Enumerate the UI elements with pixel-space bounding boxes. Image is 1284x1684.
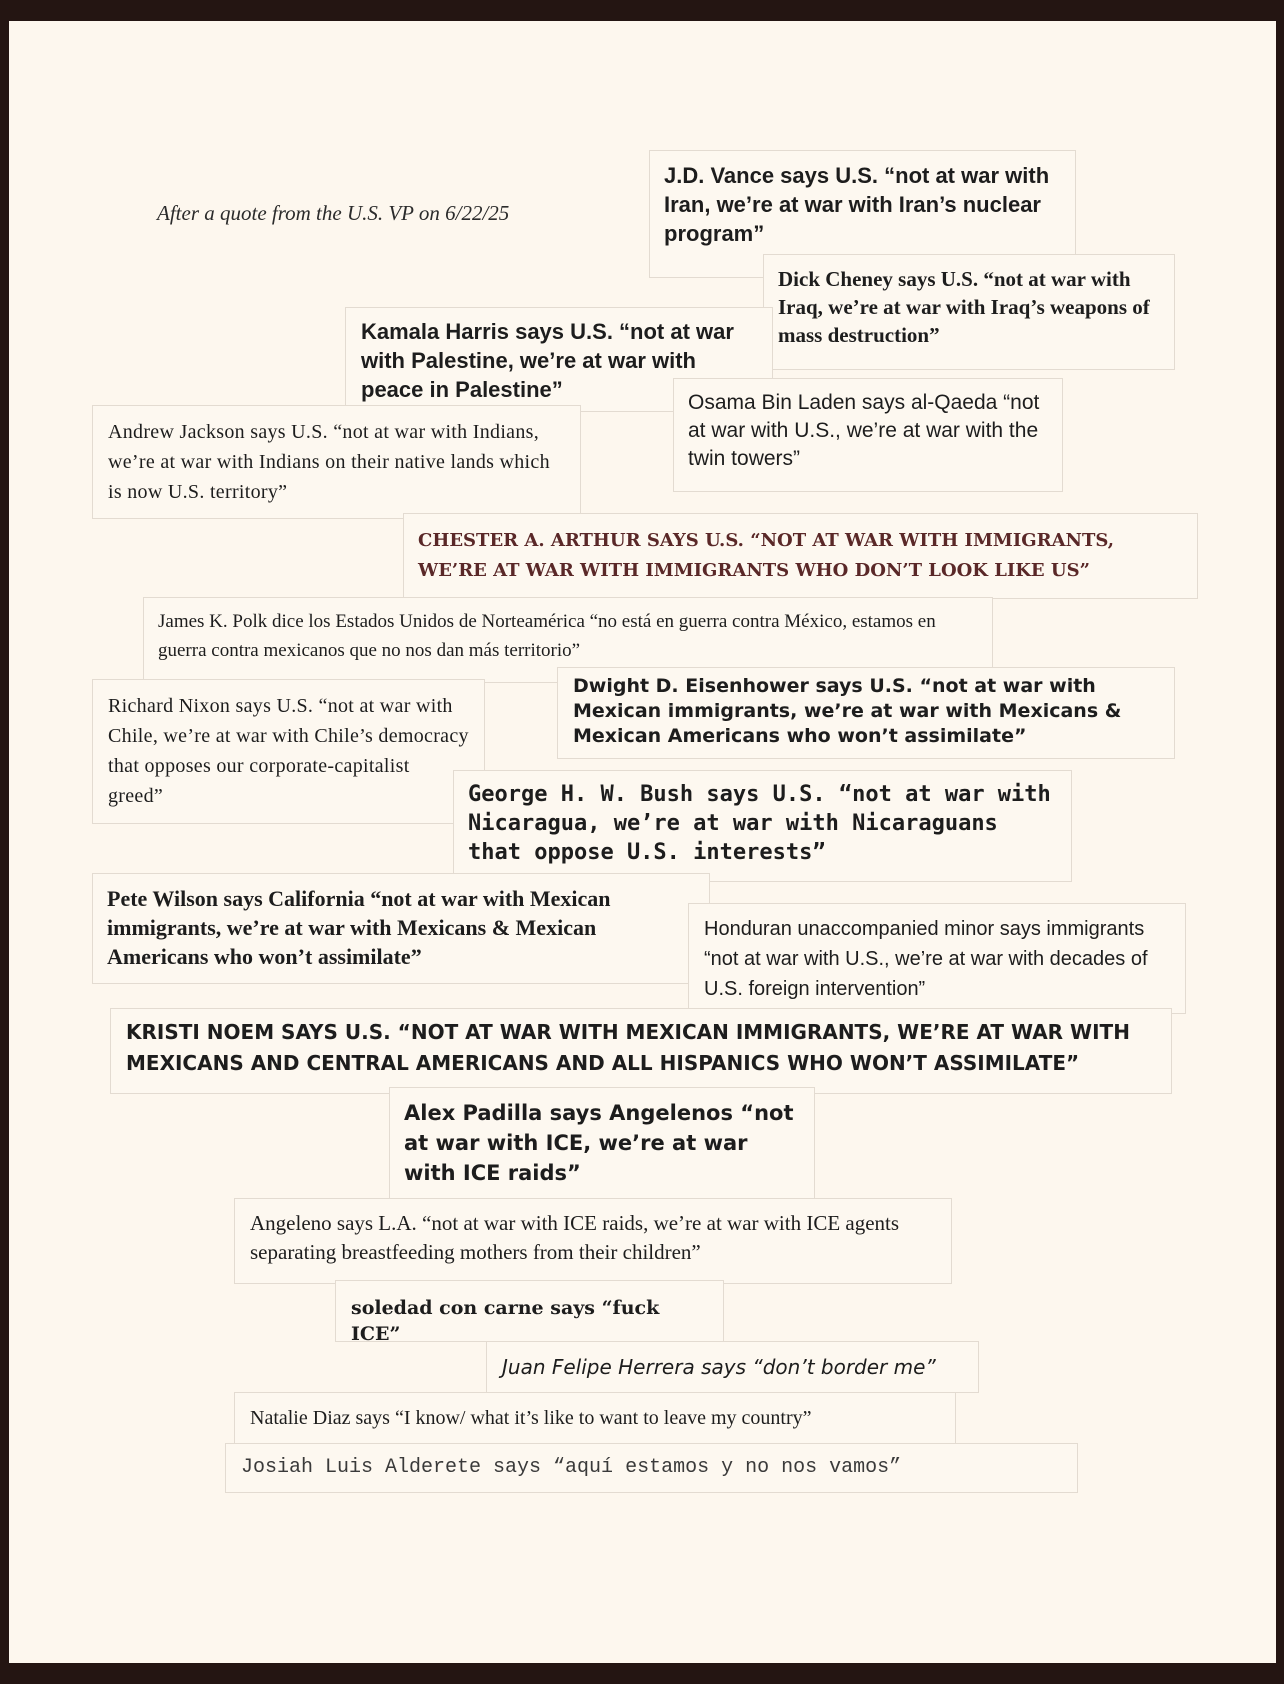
quote-text: Kamala Harris says U.S. “not at war with Palestine, we’re at war with peace in Palestine” bbox=[361, 319, 734, 402]
poem-subtitle: After a quote from the U.S. VP on 6/22/25 bbox=[157, 201, 510, 225]
quote-clipping-nixon bbox=[92, 679, 485, 824]
quote-text: George H. W. Bush says U.S. “not at war with Nicaragua, we’re at war with Nicaraguans that oppose U.S. interests” bbox=[468, 782, 1051, 865]
quote-clipping-padilla bbox=[389, 1087, 815, 1199]
quote-clipping-bush bbox=[453, 770, 1072, 882]
quote-clipping-soledad bbox=[335, 1280, 724, 1345]
quote-clipping-alderete bbox=[225, 1443, 1078, 1493]
quote-clipping-herrera bbox=[486, 1341, 979, 1393]
quote-clipping-jackson bbox=[92, 405, 581, 519]
quote-text: Richard Nixon says U.S. “not at war with Chile, we’re at war with Chile’s democracy that opposes our corporate-capitalist greed” bbox=[108, 695, 469, 807]
quote-clipping-honduran-minor bbox=[688, 903, 1186, 1014]
quote-text: Dwight D. Eisenhower says U.S. “not at war with Mexican immigrants, we’re at war with Mexicans & Mexican Americans who won’t assimilate” bbox=[573, 675, 1122, 747]
quote-clipping-angeleno bbox=[234, 1198, 952, 1284]
quote-clipping-noem bbox=[110, 1008, 1172, 1094]
quote-text: J.D. Vance says U.S. “not at war with Iran, we’re at war with Iran’s nuclear program” bbox=[664, 163, 1050, 246]
quote-text: Angeleno says L.A. “not at war with ICE raids, we’re at war with ICE agents separating breastfeeding mothers from their children” bbox=[250, 1211, 900, 1264]
quote-text: Pete Wilson says California “not at war with Mexican immigrants, we’re at war with Mexicans & Mexican Americans who won’t assimilate” bbox=[107, 886, 611, 969]
quote-text: Natalie Diaz says “I know/ what it’s like to want to leave my country” bbox=[250, 1407, 812, 1429]
quote-text: Andrew Jackson says U.S. “not at war with Indians, we’re at war with Indians on their native lands which is now U.S. territory” bbox=[108, 421, 550, 503]
quote-clipping-wilson bbox=[92, 873, 710, 984]
quote-text: Alex Padilla says Angelenos “not at war with ICE, we’re at war with ICE raids” bbox=[404, 1101, 794, 1185]
quote-text: Josiah Luis Alderete says “aquí estamos y no nos vamos” bbox=[241, 1456, 902, 1479]
quote-text: Dick Cheney says U.S. “not at war with Iraq, we’re at war with Iraq’s weapons of mass destruction” bbox=[778, 267, 1150, 347]
quote-clipping-cheney bbox=[763, 254, 1175, 370]
quote-text: CHESTER A. ARTHUR SAYS U.S. “NOT AT WAR WITH IMMIGRANTS, WE’RE AT WAR WITH IMMIGRANTS WHO DON’T LOOK LIKE US” bbox=[418, 530, 1115, 581]
quote-text: Osama Bin Laden says al-Qaeda “not at war with U.S., we’re at war with the twin towers” bbox=[688, 391, 1040, 470]
quote-clipping-arthur bbox=[403, 513, 1198, 599]
quote-clipping-bin-laden bbox=[673, 378, 1063, 492]
quote-text: James K. Polk dice los Estados Unidos de Norteamérica “no está en guerra contra México, estamos en guerra contra mexicanos que no nos dan más territorio” bbox=[158, 611, 936, 661]
quote-clipping-eisenhower bbox=[557, 667, 1175, 759]
quote-text: soledad con carne says “fuck ICE” bbox=[351, 1297, 660, 1345]
quote-text: Juan Felipe Herrera says “don’t border me” bbox=[502, 1355, 936, 1379]
quote-clipping-diaz bbox=[234, 1392, 956, 1444]
quote-text: KRISTI NOEM SAYS U.S. “NOT AT WAR WITH MEXICAN IMMIGRANTS, WE’RE AT WAR WITH MEXICANS AND CENTRAL AMERICANS AND ALL HISPANICS WHO WON’T ASSIMILATE” bbox=[126, 1020, 1130, 1075]
quote-text: Honduran unaccompanied minor says immigrants “not at war with U.S., we’re at war with decades of U.S. foreign intervention” bbox=[704, 918, 1148, 1000]
